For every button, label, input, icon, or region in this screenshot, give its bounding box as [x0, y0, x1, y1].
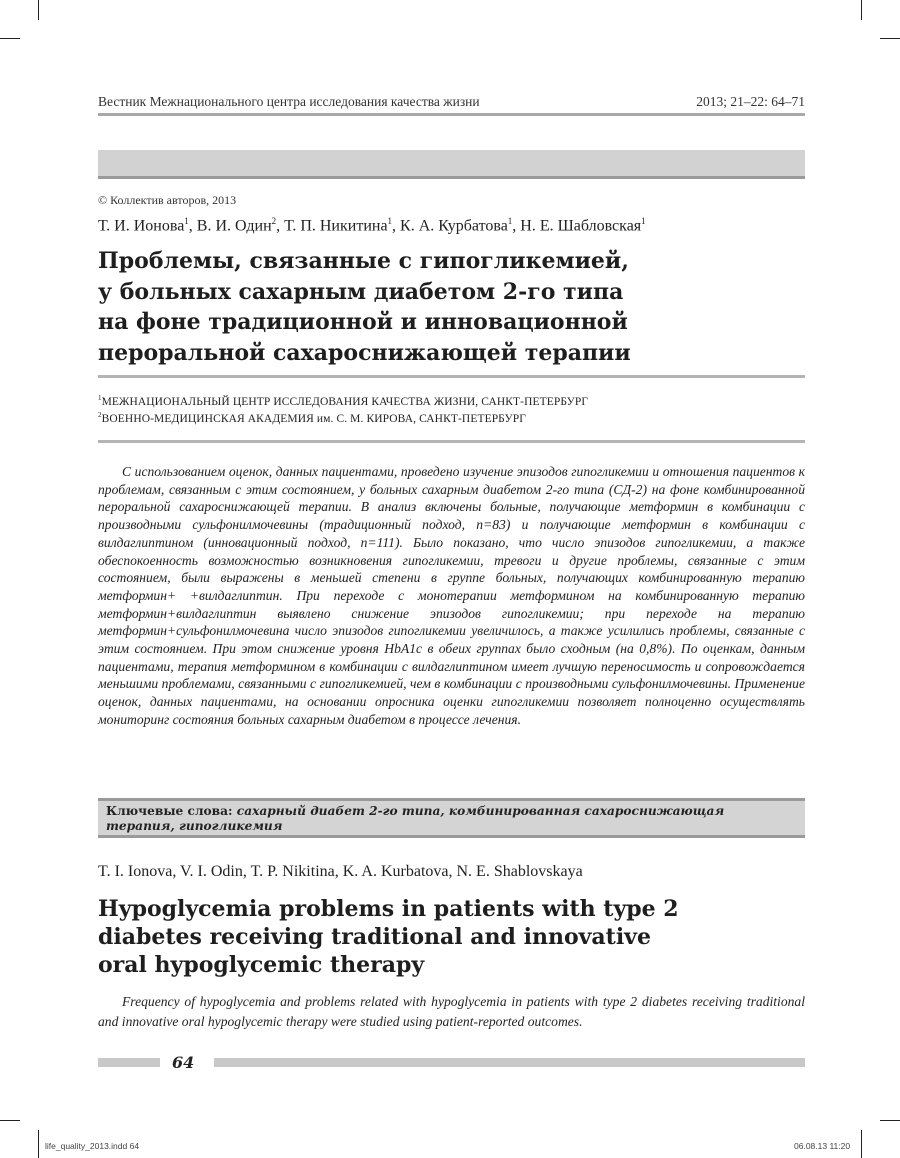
author: В. И. Один	[196, 217, 272, 235]
page-number: 64	[172, 1053, 195, 1072]
article-title-en	[98, 895, 778, 979]
title-line: Hypoglycemia problems in patients with type 2	[98, 896, 679, 922]
footer-bar	[98, 1058, 160, 1067]
crop-mark	[38, 0, 39, 20]
author: К. А. Курбатова	[400, 217, 508, 235]
affiliation-sup: 1	[98, 394, 102, 402]
crop-mark	[38, 1130, 39, 1158]
title-line: diabetes receiving traditional and innovative	[98, 924, 651, 950]
author: Н. Е. Шабловская	[520, 217, 642, 235]
title-line: у больных сахарным диабетом 2-го типа	[98, 278, 624, 305]
crop-mark	[861, 1130, 862, 1158]
title-line: oral hypoglycemic therapy	[98, 952, 425, 978]
journal-title: Вестник Межнационального центра исследования качества жизни	[98, 94, 480, 109]
divider-rule	[98, 440, 805, 443]
crop-mark	[861, 0, 862, 20]
affiliation-1	[98, 394, 588, 408]
article-title-ru	[98, 246, 738, 368]
copyright: © Коллектив авторов, 2013	[98, 193, 237, 207]
affiliation-text: ВОЕННО-МЕДИЦИНСКАЯ АКАДЕМИЯ им. С. М. КИРОВА, САНКТ-ПЕТЕРБУРГ	[101, 412, 526, 425]
header-rule	[98, 113, 805, 116]
crop-mark	[880, 38, 900, 39]
author-affil-sup: 2	[271, 216, 277, 226]
slug-file: life_quality_2013.indd 64	[45, 1141, 140, 1151]
title-line: на фоне традиционной и инновационной	[98, 309, 628, 335]
keywords-box	[98, 798, 805, 838]
keywords-text: сахарный диабет 2-го типа, комбинированная сахароснижающая терапия, гипогликемия	[106, 804, 725, 833]
keywords-label: Ключевые слова:	[106, 804, 233, 818]
slug-datetime: 06.08.13 11:20	[794, 1141, 851, 1151]
footer-bar	[214, 1058, 805, 1067]
affiliation-sup: 2	[98, 411, 102, 419]
title-line: пероральной сахароснижающей терапии	[98, 339, 631, 366]
crop-mark	[0, 38, 20, 39]
issue-info: 2013; 21–22: 64–71	[696, 94, 805, 109]
author-affil-sup: 1	[507, 216, 513, 226]
title-line: Проблемы, связанные с гипогликемией,	[98, 248, 629, 274]
crop-mark	[880, 1120, 900, 1121]
authors-ru: Т. И. Ионова$^1$, В. И. Один$^2$, Т. П. Никитина$^1$, К. А. Курбатова$^1$, Н. Е. Шабловская$^1$	[98, 216, 646, 235]
author: Т. И. Ионова	[98, 217, 185, 235]
author-affil-sup: 1	[184, 216, 189, 226]
author: Т. П. Никитина	[284, 217, 388, 235]
affiliation-text: МЕЖНАЦИОНАЛЬНЫЙ ЦЕНТР ИССЛЕДОВАНИЯ КАЧЕСТВА ЖИЗНИ, САНКТ-ПЕТЕРБУРГ	[101, 395, 589, 408]
abstract-ru: С использованием оценок, данных пациентами, проведено изучение эпизодов гипогликемии и отношения пациентов к проблемам, связанным с этим состоянием, у больных сахарным диабетом 2-го типа (СД-2) на фоне комбинированной пероральной сахароснижающей терапии. В анализ включены больные, получающие метформин в комбинации с производными сульфонилмочевины (традиционный подход, n=83) и получающие метформин в комбинации с вилдаглиптином (инновационный подход, n=111). Было показано, что число эпизодов гипогликемии, а также обеспокоенность возможностью возникновения гипогликемии, тревоги и другие проблемы, связанные с этим состоянием, были выражены в меньшей степени в группе больных, получающих комбинированную терапию метформин+ +вилдаглиптин. При переходе с монотерапии метформином на комбинированную терапию метформин+вилдаглиптин выявлено снижение эпизодов гипогликемии; при переходе на терапию метформин+сульфонилмочевина число эпизодов гипогликемии увеличилось, а также усилились проблемы, связанные с этим состоянием. При этом снижение уровня HbA1c в обеих группах было сходным (на 0,8%). По оценкам, данным пациентами, терапия метформином в комбинации с вилдаглиптином имеет лучшую переносимость и сопровождается меньшими проблемами, связанными с гипогликемией, чем в комбинации с производными сульфонилмочевины. Применение оценок, данных пациентами, на основании опросника оценки гипогликемии позволяет полноценно осуществлять мониторинг состояния больных сахарным диабетом в процессе лечения.	[98, 464, 805, 727]
crop-mark	[0, 1120, 20, 1121]
author-affil-sup: 1	[641, 216, 646, 226]
affiliation-2	[98, 411, 526, 425]
author-affil-sup: 1	[387, 216, 393, 226]
section-band	[98, 150, 805, 179]
authors-en: T. I. Ionova, V. I. Odin, T. P. Nikitina, K. A. Kurbatova, N. E. Shablovskaya	[98, 863, 583, 880]
divider-rule	[98, 375, 805, 378]
journal-header	[98, 94, 805, 110]
abstract-en: Frequency of hypoglycemia and problems related with hypoglycemia in patients with type 2 diabetes receiving traditional and innovative oral hypoglycemic therapy were studied using patient-reported outcomes.	[98, 994, 805, 1029]
